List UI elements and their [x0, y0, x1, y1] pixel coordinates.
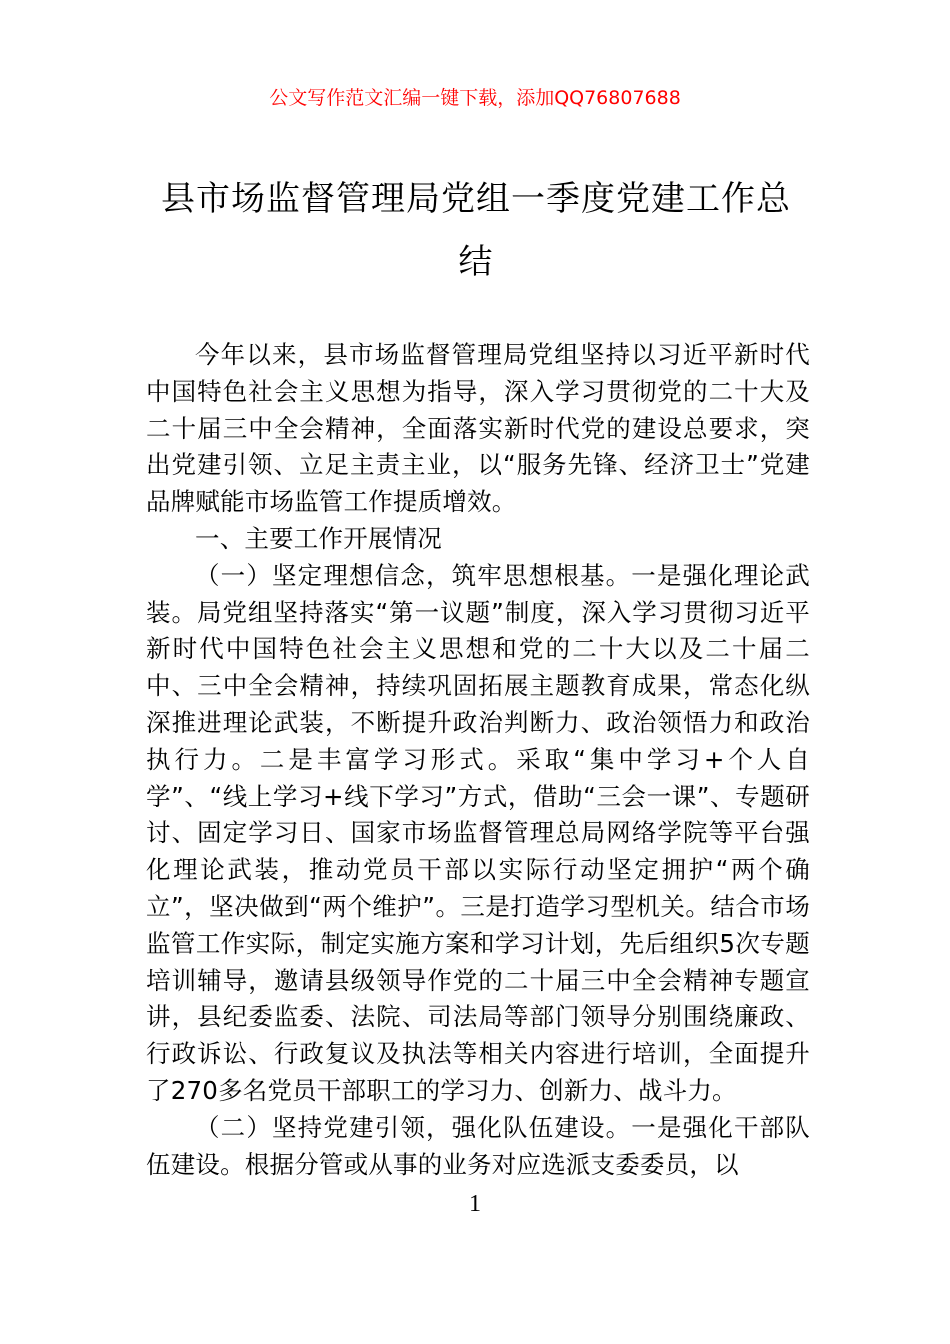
subsection-paragraph-1: （一）坚定理想信念，筑牢思想根基。一是强化理论武装。局党组坚持落实“第一议题”制度，深入学习贯彻习近平新时代中国特色社会主义思想和党的二十大以及二十届二中、三中全会精神，持续巩固拓展主题教育成果，常态化纵深推进理论武装，不断提升政治判断力、政治领悟力和政治执行力。二是丰富学习形式。采取“集中学习+个人自学”、“线上学习+线下学习”方式，借助“三会一课”、专题研讨、固定学习日、国家市场监督管理总局网络学院等平台强化理论武装，推动党员干部以实际行动坚定拥护“两个确立”，坚决做到“两个维护”。三是打造学习型机关。结合市场监管工作实际，制定实施方案和学习计划，先后组织5次专题培训辅导，邀请县级领导作党的二十届三中全会精神专题宣讲，县纪委监委、法院、司法局等部门领导分别围绕廉政、行政诉讼、行政复议及执法等相关内容进行培训，全面提升了270多名党员干部职工的学习力、创新力、战斗力。 — [146, 560, 810, 1105]
page-title: 县市场监督管理局党组一季度党建工作总结 — [161, 179, 791, 282]
document-body — [146, 337, 810, 1183]
page-number: 1 — [469, 1191, 481, 1217]
subsection-paragraph-2: （二）坚持党建引领，强化队伍建设。一是强化干部队伍建设。根据分管或从事的业务对应选派支委委员，以 — [146, 1112, 810, 1179]
download-banner: 公文写作范文汇编一键下载，添加QQ76807688 — [269, 87, 681, 109]
section-heading: 一、主要工作开展情况 — [195, 523, 442, 553]
intro-paragraph: 今年以来，县市场监督管理局党组坚持以习近平新时代中国特色社会主义思想为指导，深入学习贯彻党的二十大及二十届三中全会精神，全面落实新时代党的建设总要求，突出党建引领、立足主责主业，以“服务先锋、经济卫士”党建品牌赋能市场监管工作提质增效。 — [146, 340, 810, 517]
